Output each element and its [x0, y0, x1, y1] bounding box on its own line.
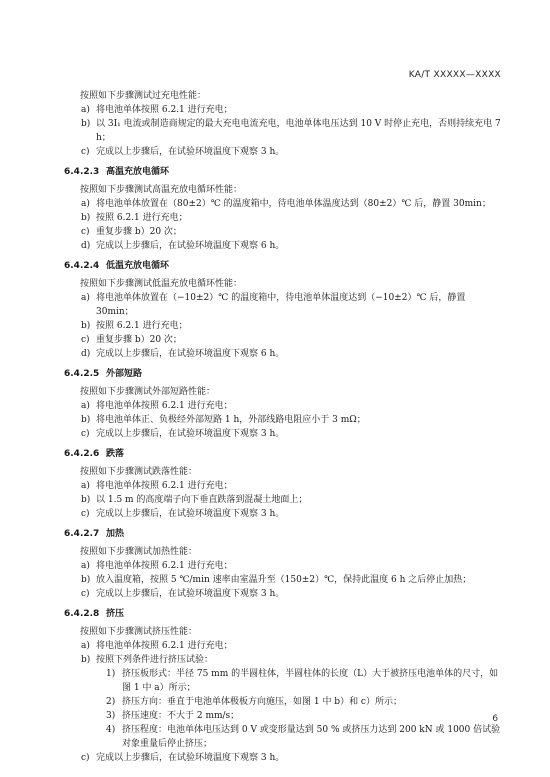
section-heading: 6.4.2.3 高温充放电循环 [64, 167, 170, 177]
list-item: a) 将电池单体按照 6.2.1 进行充电； [81, 561, 233, 571]
document-code: KA/T XXXXX—XXXX [408, 70, 501, 80]
section-external-short-circuit [64, 367, 501, 441]
sub-list-item: 3) 挤压速度：不大于 2 mm/s； [106, 711, 240, 721]
section-low-temp-cycle [64, 259, 501, 361]
list-item: b) 以 3I₁ 电流或制造商规定的最大充电电流充电，电池单体电压达到 10 V 时停止充电，否则持续充电 7 h； [81, 119, 501, 143]
section-overcharge [64, 89, 501, 159]
section-crush [64, 607, 501, 765]
section-high-temp-cycle [64, 165, 501, 253]
list-item: c) 重复步骤 b）20 次； [81, 227, 182, 237]
list-item: b) 按照 6.2.1 进行充电； [81, 321, 188, 331]
list-item: c) 重复步骤 b）20 次； [81, 335, 182, 345]
sub-list-item: 1) 挤压板形式：半径 75 mm 的半圆柱体，半圆柱体的长度（L）大于被挤压电池单体的尺寸，如图 1 中 a）所示； [106, 669, 499, 693]
section-intro: 按照如下步骤测试挤压性能： [80, 627, 198, 637]
section-heading: 6.4.2.7 加热 [64, 529, 125, 539]
list-item: a) 将电池单体放置在（−10±2）℃ 的温度箱中，待电池单体温度达到（−10±2）℃ 后，静置 30min； [81, 293, 466, 317]
list-item: c) 完成以上步骤后，在试验环境温度下观察 3 h。 [81, 147, 285, 157]
list-item: b) 按照 6.2.1 进行充电； [81, 213, 188, 223]
sub-list-item: 2) 挤压方向：垂直于电池单体极板方向施压，如图 1 中 b）和 c）所示； [106, 697, 402, 707]
page-number: 6 [492, 714, 498, 724]
list-item: b) 以 1.5 m 的高度端子向下垂直跌落到混凝土地面上； [81, 495, 308, 505]
list-item: d) 完成以上步骤后，在试验环境温度下观察 6 h。 [81, 349, 285, 359]
list-item: a) 将电池单体按照 6.2.1 进行充电； [81, 481, 233, 491]
section-heading: 6.4.2.6 跌落 [64, 449, 125, 459]
section-heading: 6.4.2.8 挤压 [64, 609, 125, 619]
list-item: c) 完成以上步骤后，在试验环境温度下观察 3 h。 [81, 753, 285, 763]
list-item: a) 将电池单体放置在（80±2）℃ 的温度箱中，待电池单体温度达到（80±2）℃ 后，静置 30min； [81, 199, 491, 209]
list-item: a) 将电池单体按照 6.2.1 进行充电； [81, 105, 233, 115]
section-intro: 按照如下步骤测试过充电性能： [80, 91, 207, 101]
section-heading: 6.4.2.5 外部短路 [64, 369, 143, 379]
sub-list-item: 4) 挤压程度：电池单体电压达到 0 V 或变形量达到 50 % 或挤压力达到 200 kN 或 1000 倍试验对象重量后停止挤压； [106, 725, 501, 749]
section-heading: 6.4.2.4 低温充放电循环 [64, 261, 170, 271]
section-intro: 按照如下步骤测试低温充放电循环性能： [80, 279, 243, 289]
section-drop [64, 447, 501, 521]
document-body [64, 89, 501, 765]
list-item: b) 放入温度箱，按照 5 ℃/min 速率由室温升至（150±2）℃，保持此温度 6 h 之后停止加热； [81, 575, 472, 585]
list-item: c) 完成以上步骤后，在试验环境温度下观察 3 h。 [81, 509, 285, 519]
list-item: a) 将电池单体按照 6.2.1 进行充电； [81, 641, 233, 651]
section-heating [64, 527, 501, 601]
list-item: d) 完成以上步骤后，在试验环境温度下观察 6 h。 [81, 241, 285, 251]
section-intro: 按照如下步骤测试跌落性能： [80, 467, 198, 477]
list-item: b) 按照下列条件进行挤压试验： [81, 655, 214, 665]
section-intro: 按照如下步骤测试外部短路性能： [80, 387, 216, 397]
section-intro: 按照如下步骤测试加热性能： [80, 547, 198, 557]
list-item: b) 将电池单体正、负极经外部短路 1 h，外部线路电阻应小于 3 mΩ； [81, 415, 366, 425]
list-item: a) 将电池单体按照 6.2.1 进行充电； [81, 401, 233, 411]
list-item: c) 完成以上步骤后，在试验环境温度下观察 3 h。 [81, 429, 285, 439]
list-item: c) 完成以上步骤后，在试验环境温度下观察 3 h。 [81, 589, 285, 599]
section-intro: 按照如下步骤测试高温充放电循环性能： [80, 185, 243, 195]
